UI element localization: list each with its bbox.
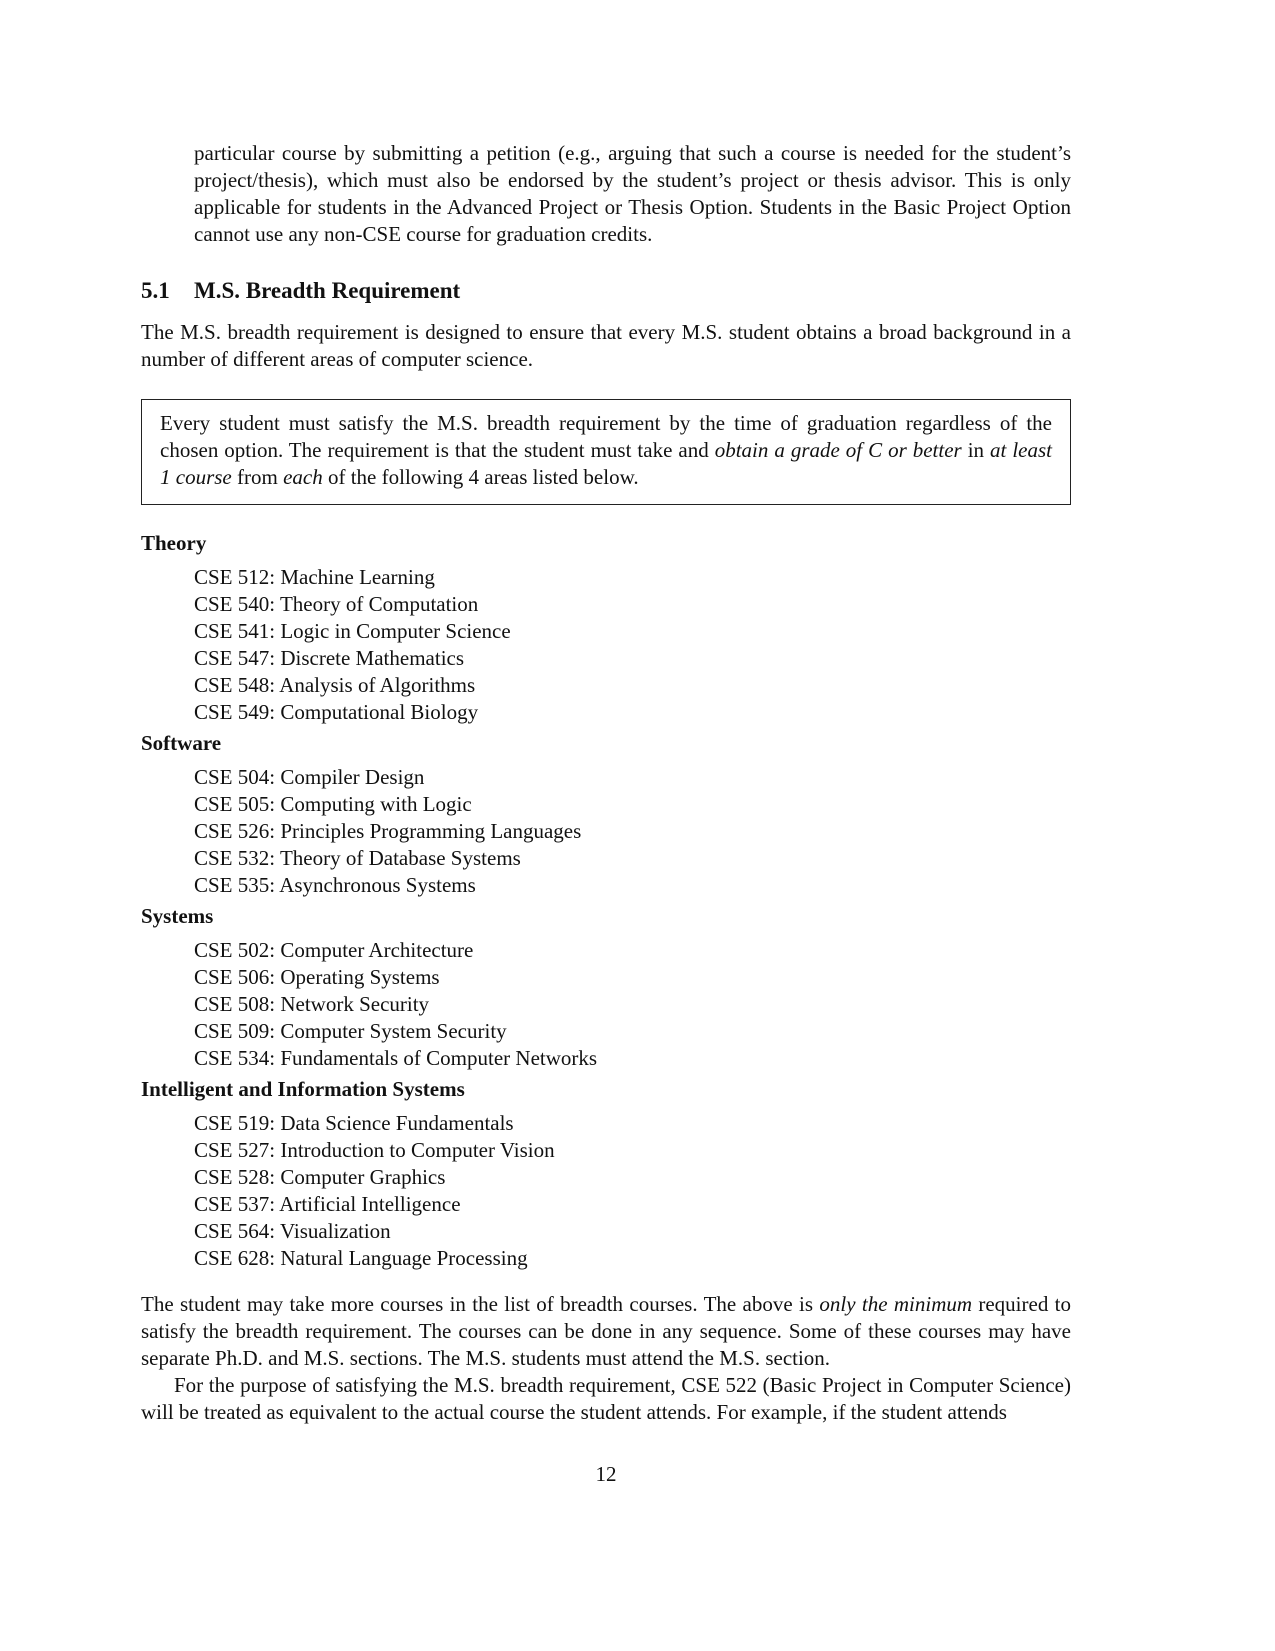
- box-text: of the following 4 areas listed below.: [322, 465, 639, 489]
- box-text: in: [961, 438, 991, 462]
- area-title: Systems: [141, 904, 214, 928]
- course-item: CSE 506: Operating Systems: [194, 965, 440, 989]
- intro-line: particular course by submitting a petition (e.g., arguing that such a course is needed for the student’s: [194, 141, 1071, 165]
- closing-paragraph-2: For the purpose of satisfying the M.S. breadth requirement, CSE 522 (Basic Project in Computer Science) will be treated as equivalent to the actual course the student attends. For example, if the student attends: [141, 1373, 1071, 1424]
- course-item: CSE 537: Artificial Intelligence: [194, 1192, 461, 1216]
- course-item: CSE 502: Computer Architecture: [194, 938, 474, 962]
- section-title: M.S. Breadth Requirement: [194, 278, 461, 303]
- intro-line: cannot use any non-CSE course for graduation credits.: [194, 222, 653, 246]
- section-intro: The M.S. breadth requirement is designed to ensure that every M.S. student obtains a broad background in a number of different areas of computer science.: [141, 320, 1071, 371]
- area-systems: [141, 902, 1071, 1072]
- closing-text: The student may take more courses in the list of breadth courses. The above is: [141, 1292, 820, 1316]
- box-emphasis: obtain a grade of C or better: [714, 438, 962, 462]
- course-item: CSE 519: Data Science Fundamentals: [194, 1111, 514, 1135]
- course-item: CSE 628: Natural Language Processing: [194, 1246, 528, 1270]
- intro-line: project/thesis), which must also be endorsed by the student’s project or thesis advisor. This is only: [194, 168, 1071, 192]
- page-number: 12: [595, 1462, 617, 1486]
- box-emphasis: each: [283, 465, 323, 489]
- course-item: CSE 508: Network Security: [194, 992, 430, 1016]
- area-theory: [141, 529, 1071, 726]
- closing-text: required to satisfy the breadth requirement. The courses can be done in any sequence. Some of these courses may have separate Ph.D. and M.S. sections. The M.S. students must attend the M.S. section.: [141, 1292, 1071, 1370]
- document-page: [141, 140, 1071, 1426]
- course-item: CSE 527: Introduction to Computer Vision: [194, 1138, 555, 1162]
- course-item: CSE 509: Computer System Security: [194, 1019, 507, 1043]
- section-heading: [141, 276, 1071, 306]
- area-title: Software: [141, 731, 222, 755]
- course-item: CSE 564: Visualization: [194, 1219, 391, 1243]
- course-item: CSE 548: Analysis of Algorithms: [194, 673, 476, 697]
- course-item: CSE 504: Compiler Design: [194, 765, 425, 789]
- area-intelligent-information-systems: [141, 1075, 1071, 1272]
- course-item: CSE 528: Computer Graphics: [194, 1165, 446, 1189]
- course-item: CSE 540: Theory of Computation: [194, 592, 479, 616]
- course-item: CSE 526: Principles Programming Languages: [194, 819, 582, 843]
- closing-paragraph-1: [141, 1291, 1071, 1372]
- course-item: CSE 505: Computing with Logic: [194, 792, 472, 816]
- intro-paragraph: [194, 140, 1071, 248]
- closing-emphasis: only the minimum: [819, 1292, 973, 1316]
- course-item: CSE 535: Asynchronous Systems: [194, 873, 476, 897]
- course-item: CSE 541: Logic in Computer Science: [194, 619, 511, 643]
- area-software: [141, 729, 1071, 899]
- section-number: 5.1: [141, 278, 170, 303]
- area-title: Theory: [141, 531, 207, 555]
- area-title: Intelligent and Information Systems: [141, 1077, 465, 1101]
- course-item: CSE 512: Machine Learning: [194, 565, 435, 589]
- intro-line: applicable for students in the Advanced Project or Thesis Option. Students in the Basic Project Option: [194, 195, 1071, 219]
- box-text: Every student must satisfy the M.S. breadth requirement by the time of graduation regardless of the chosen option. The requirement is that the student must take and: [160, 411, 1052, 462]
- area-list: [141, 529, 1071, 1272]
- requirement-box: [141, 399, 1071, 505]
- course-item: CSE 532: Theory of Database Systems: [194, 846, 521, 870]
- course-item: CSE 549: Computational Biology: [194, 700, 479, 724]
- course-item: CSE 547: Discrete Mathematics: [194, 646, 465, 670]
- box-text: from: [231, 465, 284, 489]
- box-emphasis: at least 1 course: [160, 438, 1053, 489]
- course-item: CSE 534: Fundamentals of Computer Networks: [194, 1046, 598, 1070]
